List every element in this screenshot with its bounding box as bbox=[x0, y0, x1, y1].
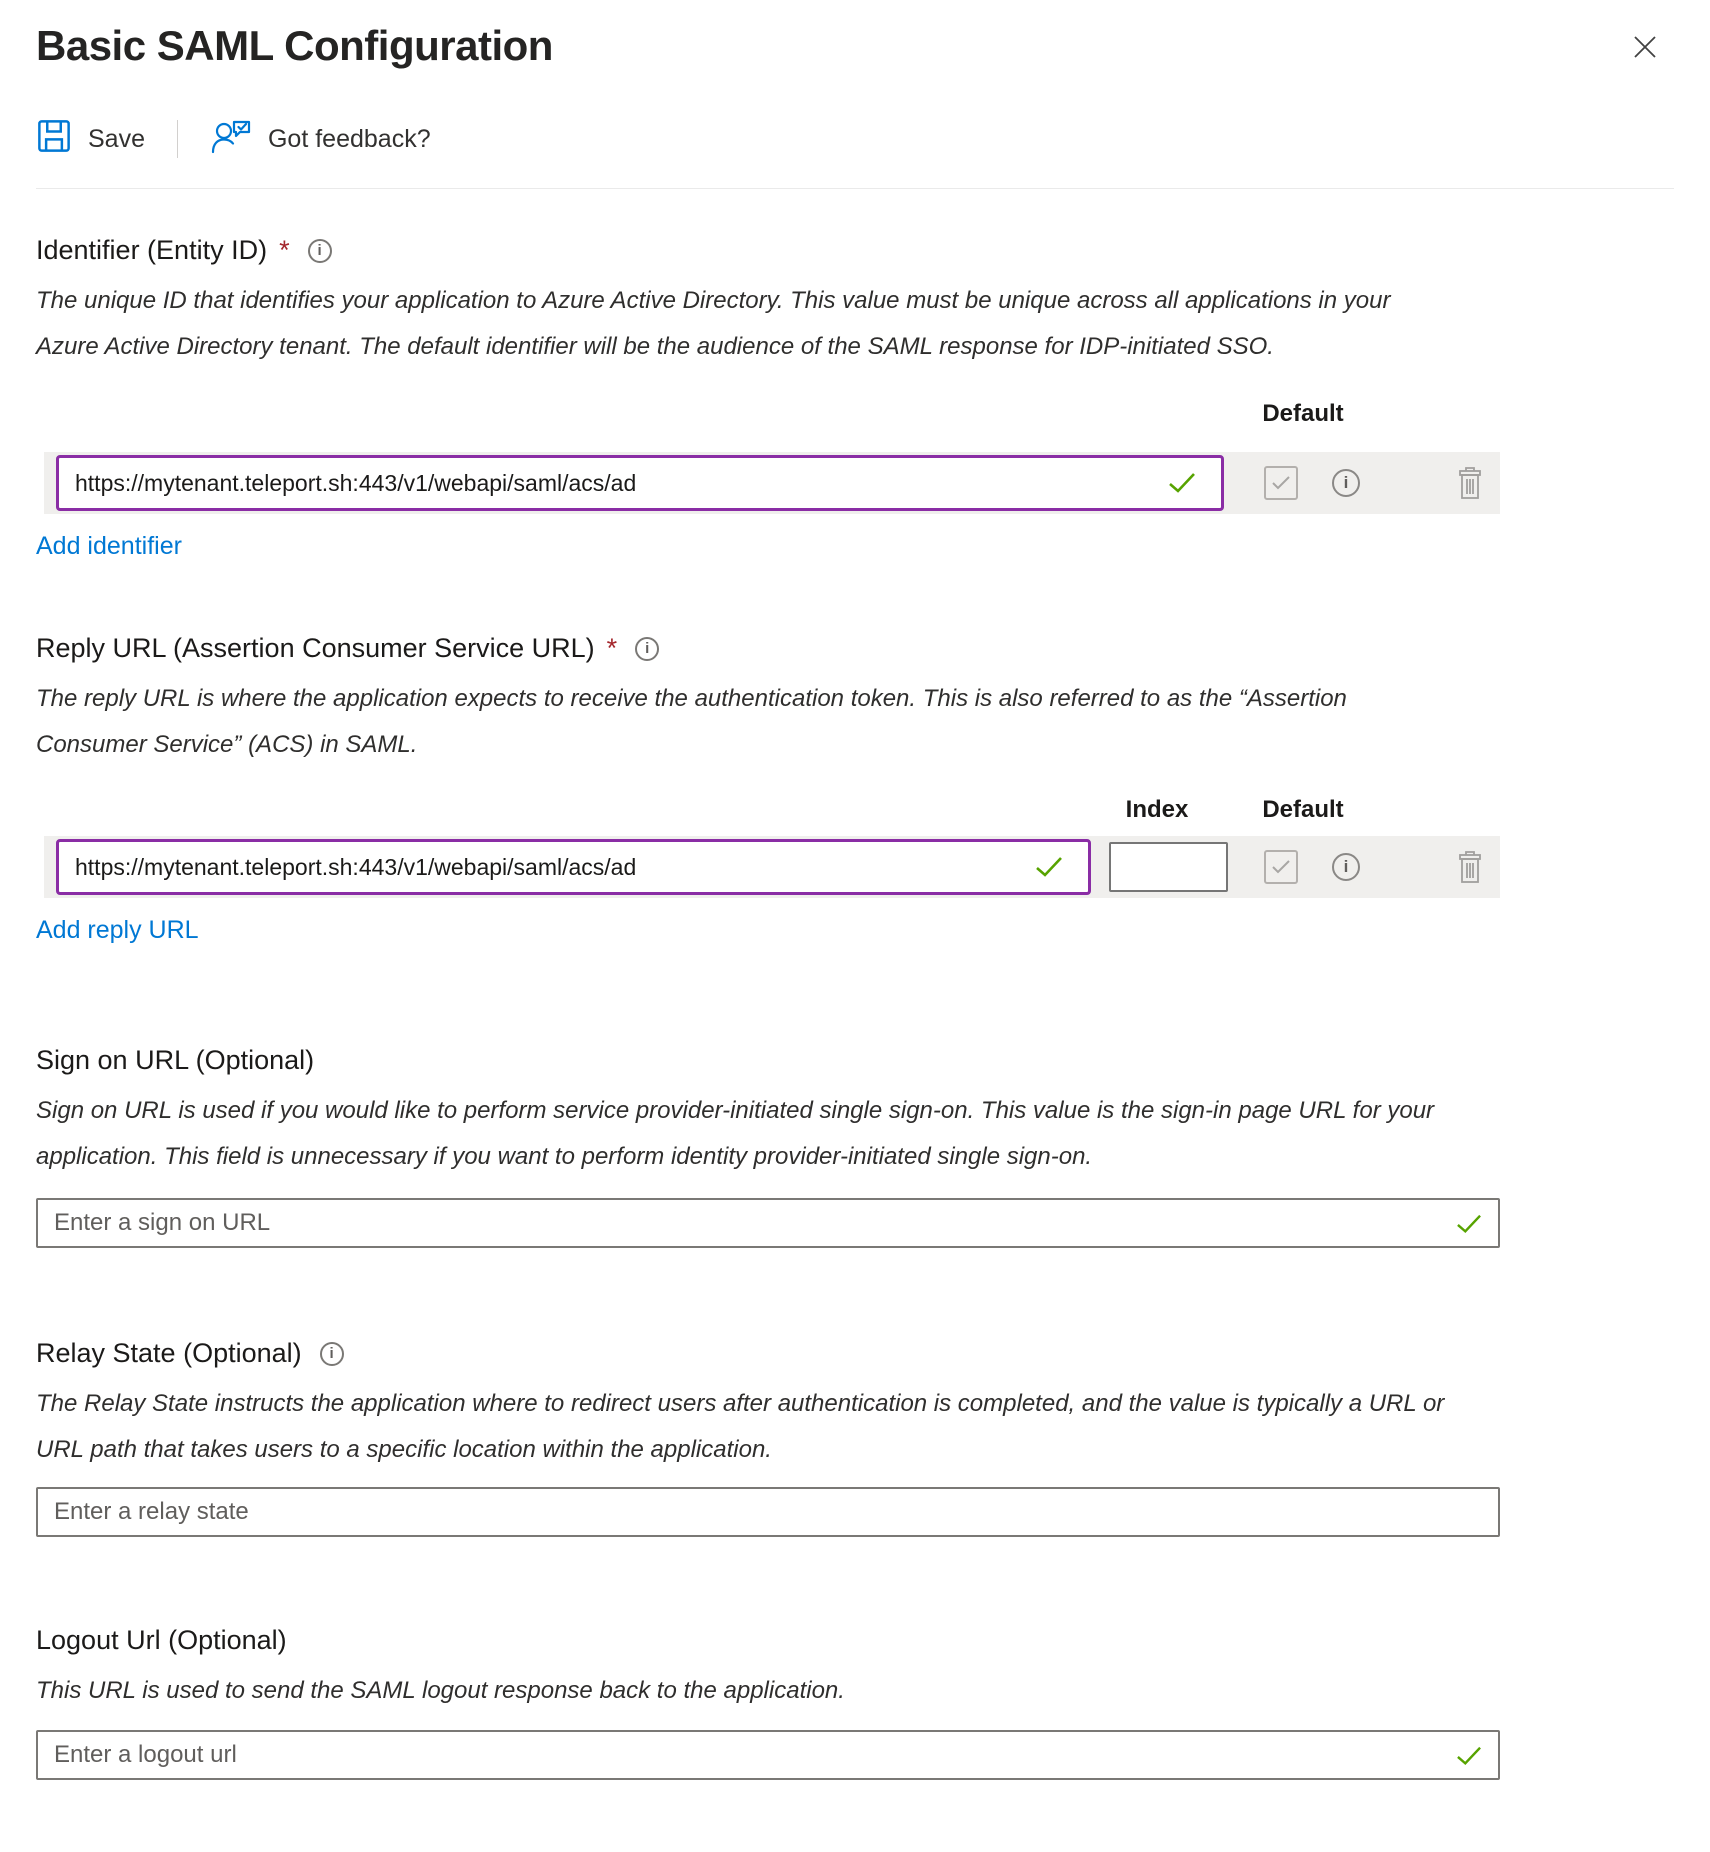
identifier-column-headers bbox=[36, 388, 1674, 428]
logout-url-section bbox=[36, 1625, 1674, 1780]
add-identifier-link[interactable]: Add identifier bbox=[36, 532, 182, 560]
valid-check-icon bbox=[1454, 1212, 1484, 1241]
reply-url-input[interactable] bbox=[56, 839, 1091, 895]
info-icon[interactable]: i bbox=[1332, 469, 1360, 497]
close-icon bbox=[1630, 50, 1660, 65]
relay-state-section-title: Relay State (Optional) bbox=[36, 1338, 302, 1368]
default-column-header: Default bbox=[1262, 400, 1344, 427]
relay-state-section bbox=[36, 1338, 1674, 1537]
page-title: Basic SAML Configuration bbox=[36, 22, 553, 69]
toolbar-separator bbox=[177, 120, 178, 158]
identifier-description: The unique ID that identifies your application to Azure Active Directory. This value must be unique across all applications in your Azure Active Directory tenant. The default identifier will be the audience of the SAML response for IDP-initiated SSO. bbox=[36, 287, 1391, 360]
identifier-section-title: Identifier (Entity ID) bbox=[36, 235, 268, 265]
required-asterisk: * bbox=[279, 235, 290, 265]
logout-url-description: This URL is used to send the SAML logout response back to the application. bbox=[36, 1677, 845, 1704]
sign-on-url-description: Sign on URL is used if you would like to perform service provider-initiated single sign-on. This value is the sign-in page URL for your application. This field is unnecessary if you want to perform identity provider-initiated single sign-on. bbox=[36, 1097, 1435, 1170]
sign-on-url-input[interactable] bbox=[36, 1198, 1500, 1248]
toolbar-bottom-divider bbox=[36, 188, 1674, 189]
info-icon[interactable]: i bbox=[635, 637, 659, 661]
identifier-row bbox=[44, 452, 1500, 514]
identifier-section bbox=[36, 235, 1674, 561]
got-feedback-label: Got feedback? bbox=[267, 124, 431, 153]
default-checkbox[interactable] bbox=[1264, 466, 1298, 500]
reply-url-section-title: Reply URL (Assertion Consumer Service URL) bbox=[36, 633, 595, 663]
command-bar bbox=[36, 111, 1710, 167]
save-button[interactable] bbox=[36, 118, 145, 161]
logout-url-section-title: Logout Url (Optional) bbox=[36, 1625, 287, 1655]
reply-url-column-headers bbox=[36, 784, 1674, 824]
valid-check-icon bbox=[1166, 470, 1198, 501]
logout-url-field bbox=[36, 1730, 1500, 1780]
relay-state-field bbox=[36, 1487, 1500, 1537]
panel-header bbox=[0, 0, 1710, 71]
relay-state-description: The Relay State instructs the application where to redirect users after authentication is completed, and the value is typically a URL or URL path that takes users to a specific location within the application. bbox=[36, 1390, 1445, 1463]
add-reply-url-link[interactable]: Add reply URL bbox=[36, 916, 199, 944]
feedback-icon bbox=[210, 117, 252, 162]
close-button[interactable] bbox=[1624, 26, 1666, 71]
delete-icon[interactable] bbox=[1456, 850, 1484, 887]
valid-check-icon bbox=[1033, 854, 1065, 885]
identifier-input[interactable] bbox=[56, 455, 1224, 511]
info-icon[interactable]: i bbox=[320, 1342, 344, 1366]
index-input[interactable] bbox=[1109, 842, 1228, 892]
got-feedback-button[interactable] bbox=[210, 117, 431, 162]
panel-content bbox=[0, 235, 1710, 1780]
delete-icon[interactable] bbox=[1456, 466, 1484, 503]
default-column-header: Default bbox=[1262, 796, 1344, 823]
valid-check-icon bbox=[1454, 1744, 1484, 1773]
required-asterisk: * bbox=[606, 633, 618, 663]
info-icon[interactable]: i bbox=[1332, 853, 1360, 881]
relay-state-input[interactable] bbox=[36, 1487, 1500, 1537]
default-checkbox[interactable] bbox=[1264, 850, 1298, 884]
info-icon[interactable]: i bbox=[308, 239, 332, 263]
reply-url-section bbox=[36, 633, 1674, 945]
reply-url-row bbox=[44, 836, 1500, 898]
sign-on-url-field bbox=[36, 1198, 1500, 1248]
reply-url-description: The reply URL is where the application expects to receive the authentication token. This is also referred to as the “Assertion Consumer Service” (ACS) in SAML. bbox=[36, 685, 1347, 758]
sign-on-url-section bbox=[36, 1045, 1674, 1248]
sign-on-url-section-title: Sign on URL (Optional) bbox=[36, 1045, 315, 1075]
index-column-header: Index bbox=[1125, 796, 1189, 823]
save-icon bbox=[36, 118, 72, 161]
logout-url-input[interactable] bbox=[36, 1730, 1500, 1780]
save-button-label: Save bbox=[88, 124, 145, 153]
